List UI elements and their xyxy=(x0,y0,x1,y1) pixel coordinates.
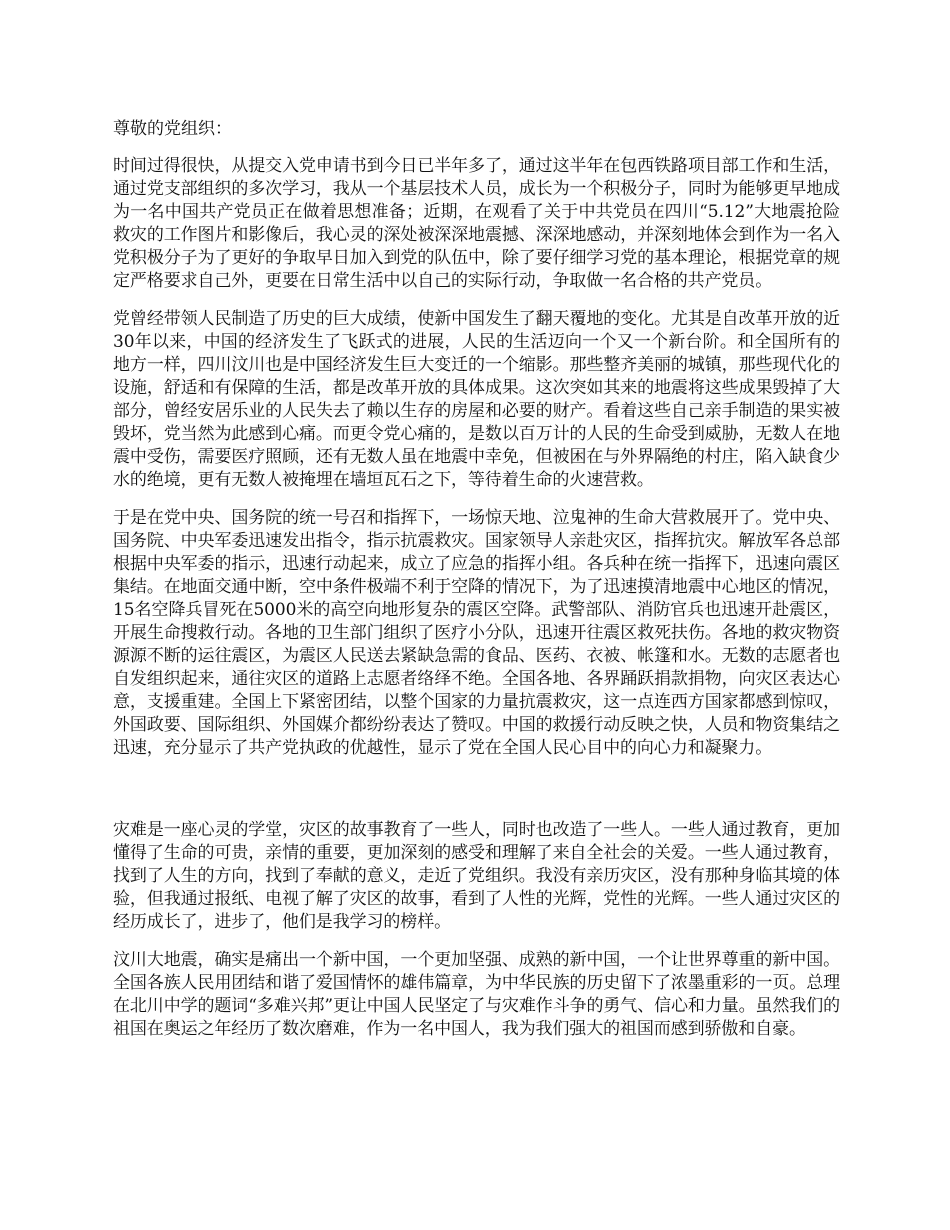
paragraph-achievements: 党曾经带领人民制造了历史的巨大成绩，使新中国发生了翻天覆地的变化。尤其是自改革开放的近30年以来，中国的经济发生了飞跃式的进展，人民的生活迈向一个又一个新台阶。和全国所有的地方一样，四川汶川也是中国经济发生巨大变迁的一个缩影。那些整齐美丽的城镇，那些现代化的设施，舒适和有保障的生活，都是改革开放的具体成果。这次突如其来的地震将这些成果毁掉了大部分，曾经安居乐业的人民失去了赖以生存的房屋和必要的财产。看着这些自己亲手制造的果实被毁坏，党当然为此感到心痛。而更令党心痛的，是数以百万计的人民的生命受到威胁，无数人在地震中受伤，需要医疗照顾，还有无数人虽在地震中幸免，但被困在与外界隔绝的村庄，陷入缺食少水的绝境，更有无数人被掩埋在墙垣瓦石之下，等待着生命的火速营救。 xyxy=(113,309,840,490)
paragraph-intro: 时间过得很快，从提交入党申请书到今日已半年多了，通过这半年在包西铁路项目部工作和生活，通过党支部组织的多次学习，我从一个基层技术人员，成长为一个积极分子，同时为能够更早地成为一名中国共产党员正在做着思想准备；近期，在观看了关于中共党员在四川“5.12”大地震抢险救灾的工作图片和影像后，我心灵的深处被深深地震撼、深深地感动，并深刻地体会到作为一名入党积极分子为了更好的争取早日加入到党的队伍中，除了要仔细学习党的基本理论，根据党章的规定严格要求自己外，更要在日常生活中以自己的实际行动，争取做一名合格的共产党员。 xyxy=(113,156,840,291)
paragraph-lessons: 灾难是一座心灵的学堂，灾区的故事教育了一些人，同时也改造了一些人。一些人通过教育，更加懂得了生命的可贵，亲情的重要，更加深刻的感受和理解了来自全社会的关爱。一些人通过教育，找到了人生的方向，找到了奉献的意义，走近了党组织。我没有亲历灾区，没有那种身临其境的体验，但我通过报纸、电视了解了灾区的故事，看到了人性的光辉，党性的光辉。一些人通过灾区的经历成长了，进步了，他们是我学习的榜样。 xyxy=(113,820,840,932)
letter-document xyxy=(113,118,840,1056)
paragraph-spacer xyxy=(113,775,840,819)
paragraph-rescue: 于是在党中央、国务院的统一号召和指挥下，一场惊天地、泣鬼神的生命大营救展开了。党中央、国务院、中央军委迅速发出指令，指示抗震救灾。国家领导人亲赴灾区，指挥抗灾。解放军各总部根据中央军委的指示，迅速行动起来，成立了应急的指挥小组。各兵种在统一指挥下，迅速向震区集结。在地面交通中断，空中条件极端不利于空降的情况下，为了迅速摸清地震中心地区的情况，15名空降兵冒死在5000米的高空向地形复杂的震区空降。武警部队、消防官兵也迅速开赴震区，开展生命搜救行动。各地的卫生部门组织了医疗小分队，迅速开往震区救死扶伤。各地的救灾物资源源不断的运往震区，为震区人民送去紧缺急需的食品、医药、衣被、帐篷和水。无数的志愿者也自发组织起来，通往灾区的道路上志愿者络绎不绝。全国各地、各界踊跃捐款捐物，向灾区表达心意，支援重建。全国上下紧密团结，以整个国家的力量抗震救灾，这一点连西方国家都感到惊叹，外国政要、国际组织、外国媒介都纷纷表达了赞叹。中国的救援行动反映之快，人员和物资集结之迅速，充分显示了共产党执政的优越性，显示了党在全国人民心目中的向心力和凝聚力。 xyxy=(113,508,840,758)
salutation: 尊敬的党组织： xyxy=(113,119,232,139)
paragraph-conclusion: 汶川大地震，确实是痛出一个新中国，一个更加坚强、成熟的新中国，一个让世界尊重的新中国。全国各族人民用团结和谐了爱国情怀的雄伟篇章，为中华民族的历史留下了浓墨重彩的一页。总理在北川中学的题词“多难兴邦”更让中国人民坚定了与灾难作斗争的勇气、信心和力量。虽然我们的祖国在奥运之年经历了数次磨难，作为一名中国人，我为我们强大的祖国而感到骄傲和自豪。 xyxy=(113,950,840,1039)
